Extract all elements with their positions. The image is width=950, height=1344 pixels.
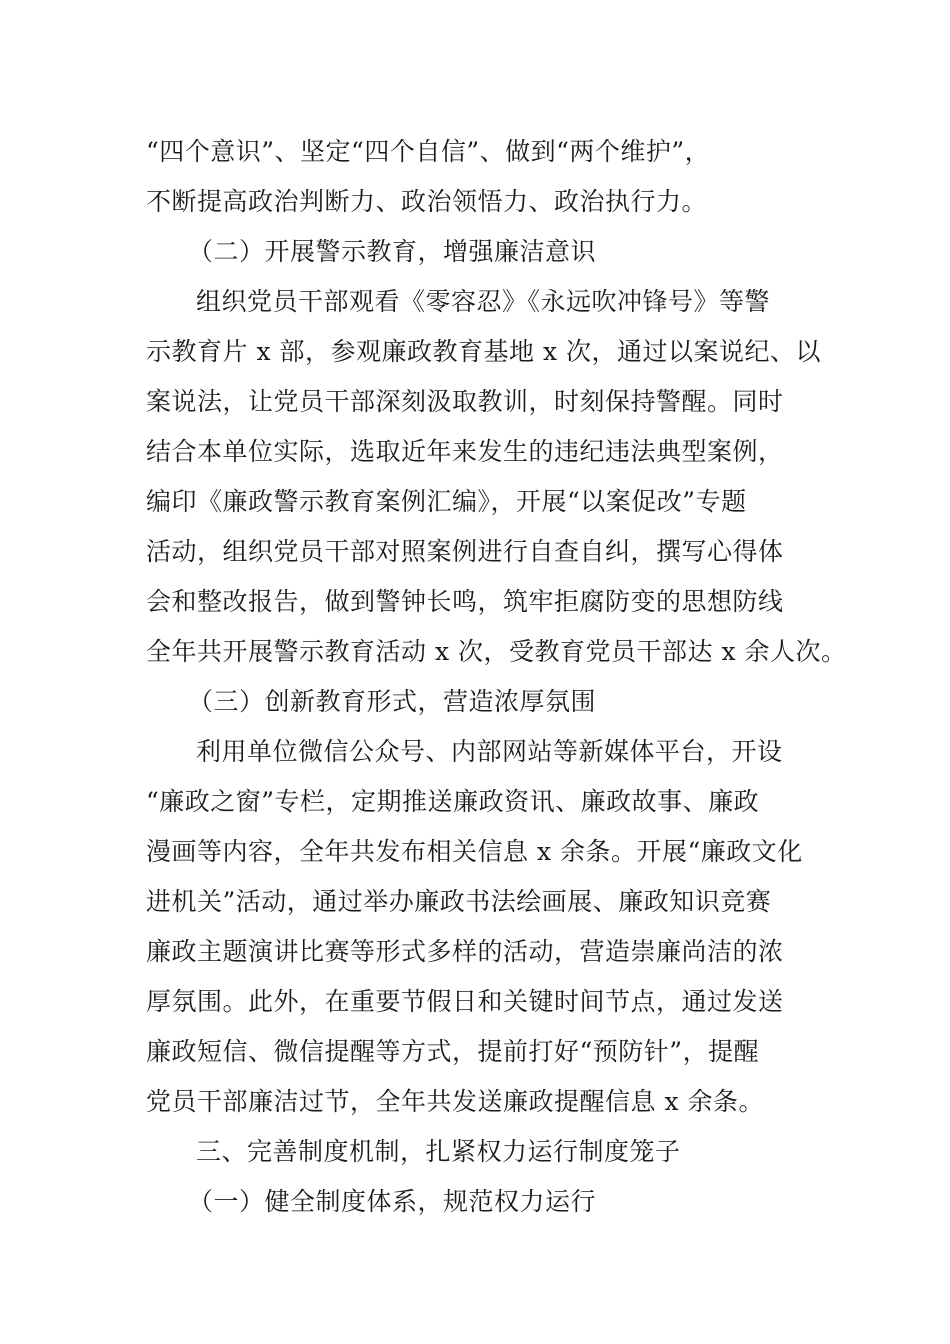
paragraph-line: 利用单位微信公众号、内部网站等新媒体平台，开设 bbox=[196, 737, 783, 766]
section-heading-3: （三）创新教育形式，营造浓厚氛围 bbox=[188, 687, 597, 716]
paragraph-line: 不断提高政治判断力、政治领悟力、政治执行力。 bbox=[146, 187, 708, 216]
paragraph-line: 进机关”活动，通过举办廉政书法绘画展、廉政知识竞赛 bbox=[146, 887, 772, 916]
paragraph-line: 结合本单位实际，选取近年来发生的违纪违法典型案例， bbox=[146, 437, 784, 466]
paragraph-line: 活动，组织党员干部对照案例进行自查自纠，撰写心得体 bbox=[146, 537, 784, 566]
paragraph-line: 案说法，让党员干部深刻汲取教训，时刻保持警醒。同时 bbox=[146, 387, 784, 416]
paragraph-line: 廉政主题演讲比赛等形式多样的活动，营造崇廉尚洁的浓 bbox=[146, 937, 784, 966]
chapter-heading: 三、完善制度机制，扎紧权力运行制度笼子 bbox=[196, 1137, 681, 1166]
paragraph-line: 廉政短信、微信提醒等方式，提前打好“预防针”，提醒 bbox=[146, 1037, 760, 1066]
paragraph-line: 全年共开展警示教育活动 x 次，受教育党员干部达 x 余人次。 bbox=[146, 637, 847, 666]
paragraph-line: 党员干部廉洁过节，全年共发送廉政提醒信息 x 余条。 bbox=[146, 1087, 764, 1116]
section-heading-2: （二）开展警示教育，增强廉洁意识 bbox=[188, 237, 597, 266]
paragraph-line: 编印《廉政警示教育案例汇编》，开展“以案促改”专题 bbox=[146, 487, 747, 516]
paragraph-line: 组织党员干部观看《零容忍》《永远吹冲锋号》等警 bbox=[196, 287, 771, 316]
paragraph-line: “廉政之窗”专栏，定期推送廉政资讯、廉政故事、廉政 bbox=[146, 787, 760, 816]
paragraph-line: “四个意识”、坚定“四个自信”、做到“两个维护”， bbox=[146, 137, 711, 166]
paragraph-line: 漫画等内容，全年共发布相关信息 x 余条。开展“廉政文化 bbox=[146, 837, 803, 866]
paragraph-line: 示教育片 x 部，参观廉政教育基地 x 次，通过以案说纪、以 bbox=[146, 337, 821, 366]
paragraph-line: 会和整改报告，做到警钟长鸣，筑牢拒腐防变的思想防线 bbox=[146, 587, 784, 616]
paragraph-line: 厚氛围。此外，在重要节假日和关键时间节点，通过发送 bbox=[146, 987, 784, 1016]
section-heading-1: （一）健全制度体系，规范权力运行 bbox=[188, 1187, 597, 1216]
